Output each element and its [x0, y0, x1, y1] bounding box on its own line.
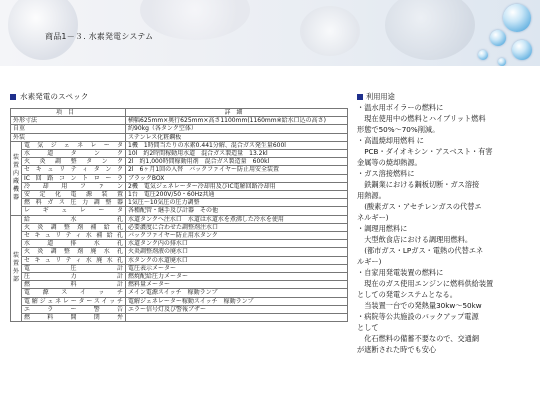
usage-line: ネルギー) — [357, 213, 389, 222]
row-label: 外形寸法 — [11, 117, 126, 125]
bullet-square-icon — [10, 94, 16, 100]
column-header-detail: 詳細 — [126, 109, 348, 117]
usage-line: としての発電システムとなる。 — [357, 290, 457, 299]
water-bubble-icon — [478, 50, 488, 60]
row-label: 電解ジェネレータースイッチ — [22, 297, 126, 305]
banner-decoration — [140, 0, 250, 40]
category-label: 装置内蔵機器 — [11, 141, 22, 215]
row-label: 安定化電源装置 — [22, 191, 126, 199]
row-value — [126, 314, 348, 322]
row-label: 冷却用ファン — [22, 182, 126, 190]
page-title: 商品1－３. 水素発電システム — [45, 32, 154, 41]
usage-panel — [357, 91, 537, 355]
row-label: 水道排水孔 — [22, 240, 126, 248]
usage-line: が遮断された時でも安心 — [357, 345, 437, 354]
row-label: 電源スイッチ — [22, 289, 126, 297]
row-value: 燃焼配給圧力メーター — [126, 273, 348, 281]
table-row — [11, 133, 348, 141]
row-value: 水タンクの水道廃水口 — [126, 256, 348, 264]
row-value: 電圧表示メーター — [126, 264, 348, 272]
row-value: 電解ジェネレーター稼動スイッチ 稼動ランプ — [126, 297, 348, 305]
water-bubble-icon — [503, 4, 531, 32]
row-value: 2機 電気ジェネレーター冷却用及びIC電解回路冷却用 — [126, 182, 348, 190]
table-row — [11, 117, 348, 125]
table-row — [11, 256, 348, 264]
water-bubble-icon — [490, 30, 506, 46]
usage-line: (酸素ガス・アセチレンガスの代替エ — [357, 202, 482, 211]
row-value: ステンレス化粧鋼板 — [126, 133, 348, 141]
usage-line: として — [357, 323, 379, 332]
table-row — [11, 314, 348, 322]
row-label: セキュリティ水廃水孔 — [22, 256, 126, 264]
row-value: 火炎調整剤液の廃水口 — [126, 248, 348, 256]
table-row — [11, 297, 348, 305]
table-row — [11, 223, 348, 231]
table-row — [11, 191, 348, 199]
table-row — [11, 232, 348, 240]
row-label: 燃料開閉弁 — [22, 314, 126, 322]
table-row — [11, 141, 348, 149]
usage-line: ルギー) — [357, 257, 382, 266]
banner-decoration — [385, 0, 475, 60]
row-value: 燃料量メーター — [126, 281, 348, 289]
row-value: 2l 約1,000時間稼動用剤 混合ガス製造量 600kl — [126, 158, 348, 166]
row-label: 燃料ガス圧力調整器 — [22, 199, 126, 207]
banner-decoration — [8, 0, 78, 60]
row-label: セキュリティタンク — [22, 166, 126, 174]
row-value: 各種配管・継手及び計器 その他 — [126, 207, 348, 215]
table-row — [11, 199, 348, 207]
row-value: ブラックBOX — [126, 174, 348, 182]
row-label: 自重 — [11, 125, 126, 133]
spec-table-header — [11, 109, 348, 117]
water-bubble-icon — [512, 40, 532, 60]
row-value: 2l 6ヶ月1回の入替 バックファイヤー防止用安全装置 — [126, 166, 348, 174]
row-value: バックファイヤー防止用水タンク — [126, 232, 348, 240]
usage-line: ・自家用発電装置の燃料に — [357, 268, 444, 277]
usage-line: 化石燃料の備蓄不要なので、交通網 — [357, 334, 480, 343]
table-row — [11, 264, 348, 272]
row-label: 火炎調整剤廃水孔 — [22, 248, 126, 256]
table-row — [11, 215, 348, 223]
usage-line: 用熱源。 — [357, 191, 386, 200]
table-row — [11, 182, 348, 190]
row-label: 電気ジェネレータ — [22, 141, 126, 149]
usage-line: ・調理用燃料に — [357, 224, 408, 233]
row-value: 必要濃度に合わせた調整剤注水口 — [126, 223, 348, 231]
row-label: セキュリティ水補給孔 — [22, 232, 126, 240]
row-label: 燃料計 — [22, 281, 126, 289]
usage-line: 当装置一台での発熱量30kw～50kw — [357, 301, 482, 310]
row-value: 1機 1時間当たりの水素0.441分解、混合ガス発生量600l — [126, 141, 348, 149]
spec-section-title-text: 水素発電のスペック — [20, 92, 89, 101]
table-row — [11, 273, 348, 281]
usage-line: ・ガス溶接燃料に — [357, 169, 415, 178]
usage-title — [357, 91, 537, 102]
table-row — [11, 289, 348, 297]
usage-line: 現在のガス使用エンジンに燃料供給装置 — [357, 279, 494, 288]
row-label: 電圧計 — [22, 264, 126, 272]
row-value: 横幅625mm×奥行625mm×高さ1100mm(1160mm※給水口込の高さ) — [126, 117, 348, 125]
usage-line: 大型飲食店における調理用燃料。 — [357, 235, 473, 244]
usage-lines — [357, 102, 537, 355]
usage-line: 鉄鋼業における鋼板切断・ガス溶接 — [357, 180, 480, 189]
row-label: 外装 — [11, 133, 126, 141]
row-label: IC回路コントローラ — [22, 174, 126, 182]
usage-line: ・温水用ボイラーの燃料に — [357, 103, 444, 112]
row-label: レギュレータ — [22, 207, 126, 215]
table-row — [11, 158, 348, 166]
usage-title-text: 利用用途 — [366, 92, 395, 101]
usage-line: PCB・ダイオキシン・アスベスト・有害 — [357, 147, 493, 156]
usage-line: 金属等の焼却熱源。 — [357, 158, 422, 167]
row-value: 1気圧～10気圧の圧力調整 — [126, 199, 348, 207]
row-label: 水道タンク — [22, 150, 126, 158]
banner-decoration — [300, 6, 360, 56]
table-row — [11, 281, 348, 289]
row-value: 1台 電圧200V/50・60Hz共通 — [126, 191, 348, 199]
usage-line: 現在使用中の燃料とハイブリット燃料 — [357, 114, 486, 123]
row-value: 水道タンク内の排水口 — [126, 240, 348, 248]
table-row — [11, 248, 348, 256]
spec-table — [10, 108, 348, 322]
table-row — [11, 305, 348, 313]
column-header-item: 項目 — [11, 109, 126, 117]
row-label: 火炎調整タンク — [22, 158, 126, 166]
row-label: 給水孔 — [22, 215, 126, 223]
water-bubble-icon — [498, 58, 506, 66]
row-label: 圧力計 — [22, 273, 126, 281]
usage-line: ・病院等公共施設のバックアップ電源 — [357, 312, 479, 321]
table-row — [11, 240, 348, 248]
usage-line: 形態で50%～70%削減。 — [357, 125, 440, 134]
row-value: 水道タンクへ注水口 水道は水道水を煮沸した冷水を使用 — [126, 215, 348, 223]
table-row — [11, 150, 348, 158]
spec-section-title — [10, 91, 88, 102]
row-label: エラー警告 — [22, 305, 126, 313]
usage-line: (都市ガス・LPガス・電熱の代替エネ — [357, 246, 484, 255]
table-row — [11, 174, 348, 182]
row-value: 10l 約2時間稼動用水道 混合ガス製造量 13.2kl — [126, 150, 348, 158]
category-label: 装置外部 — [11, 215, 22, 322]
row-value: エラー信号灯及び警報ブザー — [126, 305, 348, 313]
row-value: 約90kg（各タンク空体） — [126, 125, 348, 133]
table-row — [11, 166, 348, 174]
table-row — [11, 207, 348, 215]
table-row — [11, 125, 348, 133]
header-banner — [0, 0, 540, 66]
usage-line: ・高温焼却用燃料 に — [357, 136, 424, 145]
bullet-square-icon — [357, 94, 363, 100]
row-label: 火炎調整剤補給孔 — [22, 223, 126, 231]
row-value: メイン電源スイッチ 稼動ランプ — [126, 289, 348, 297]
spec-table-body — [11, 117, 348, 322]
